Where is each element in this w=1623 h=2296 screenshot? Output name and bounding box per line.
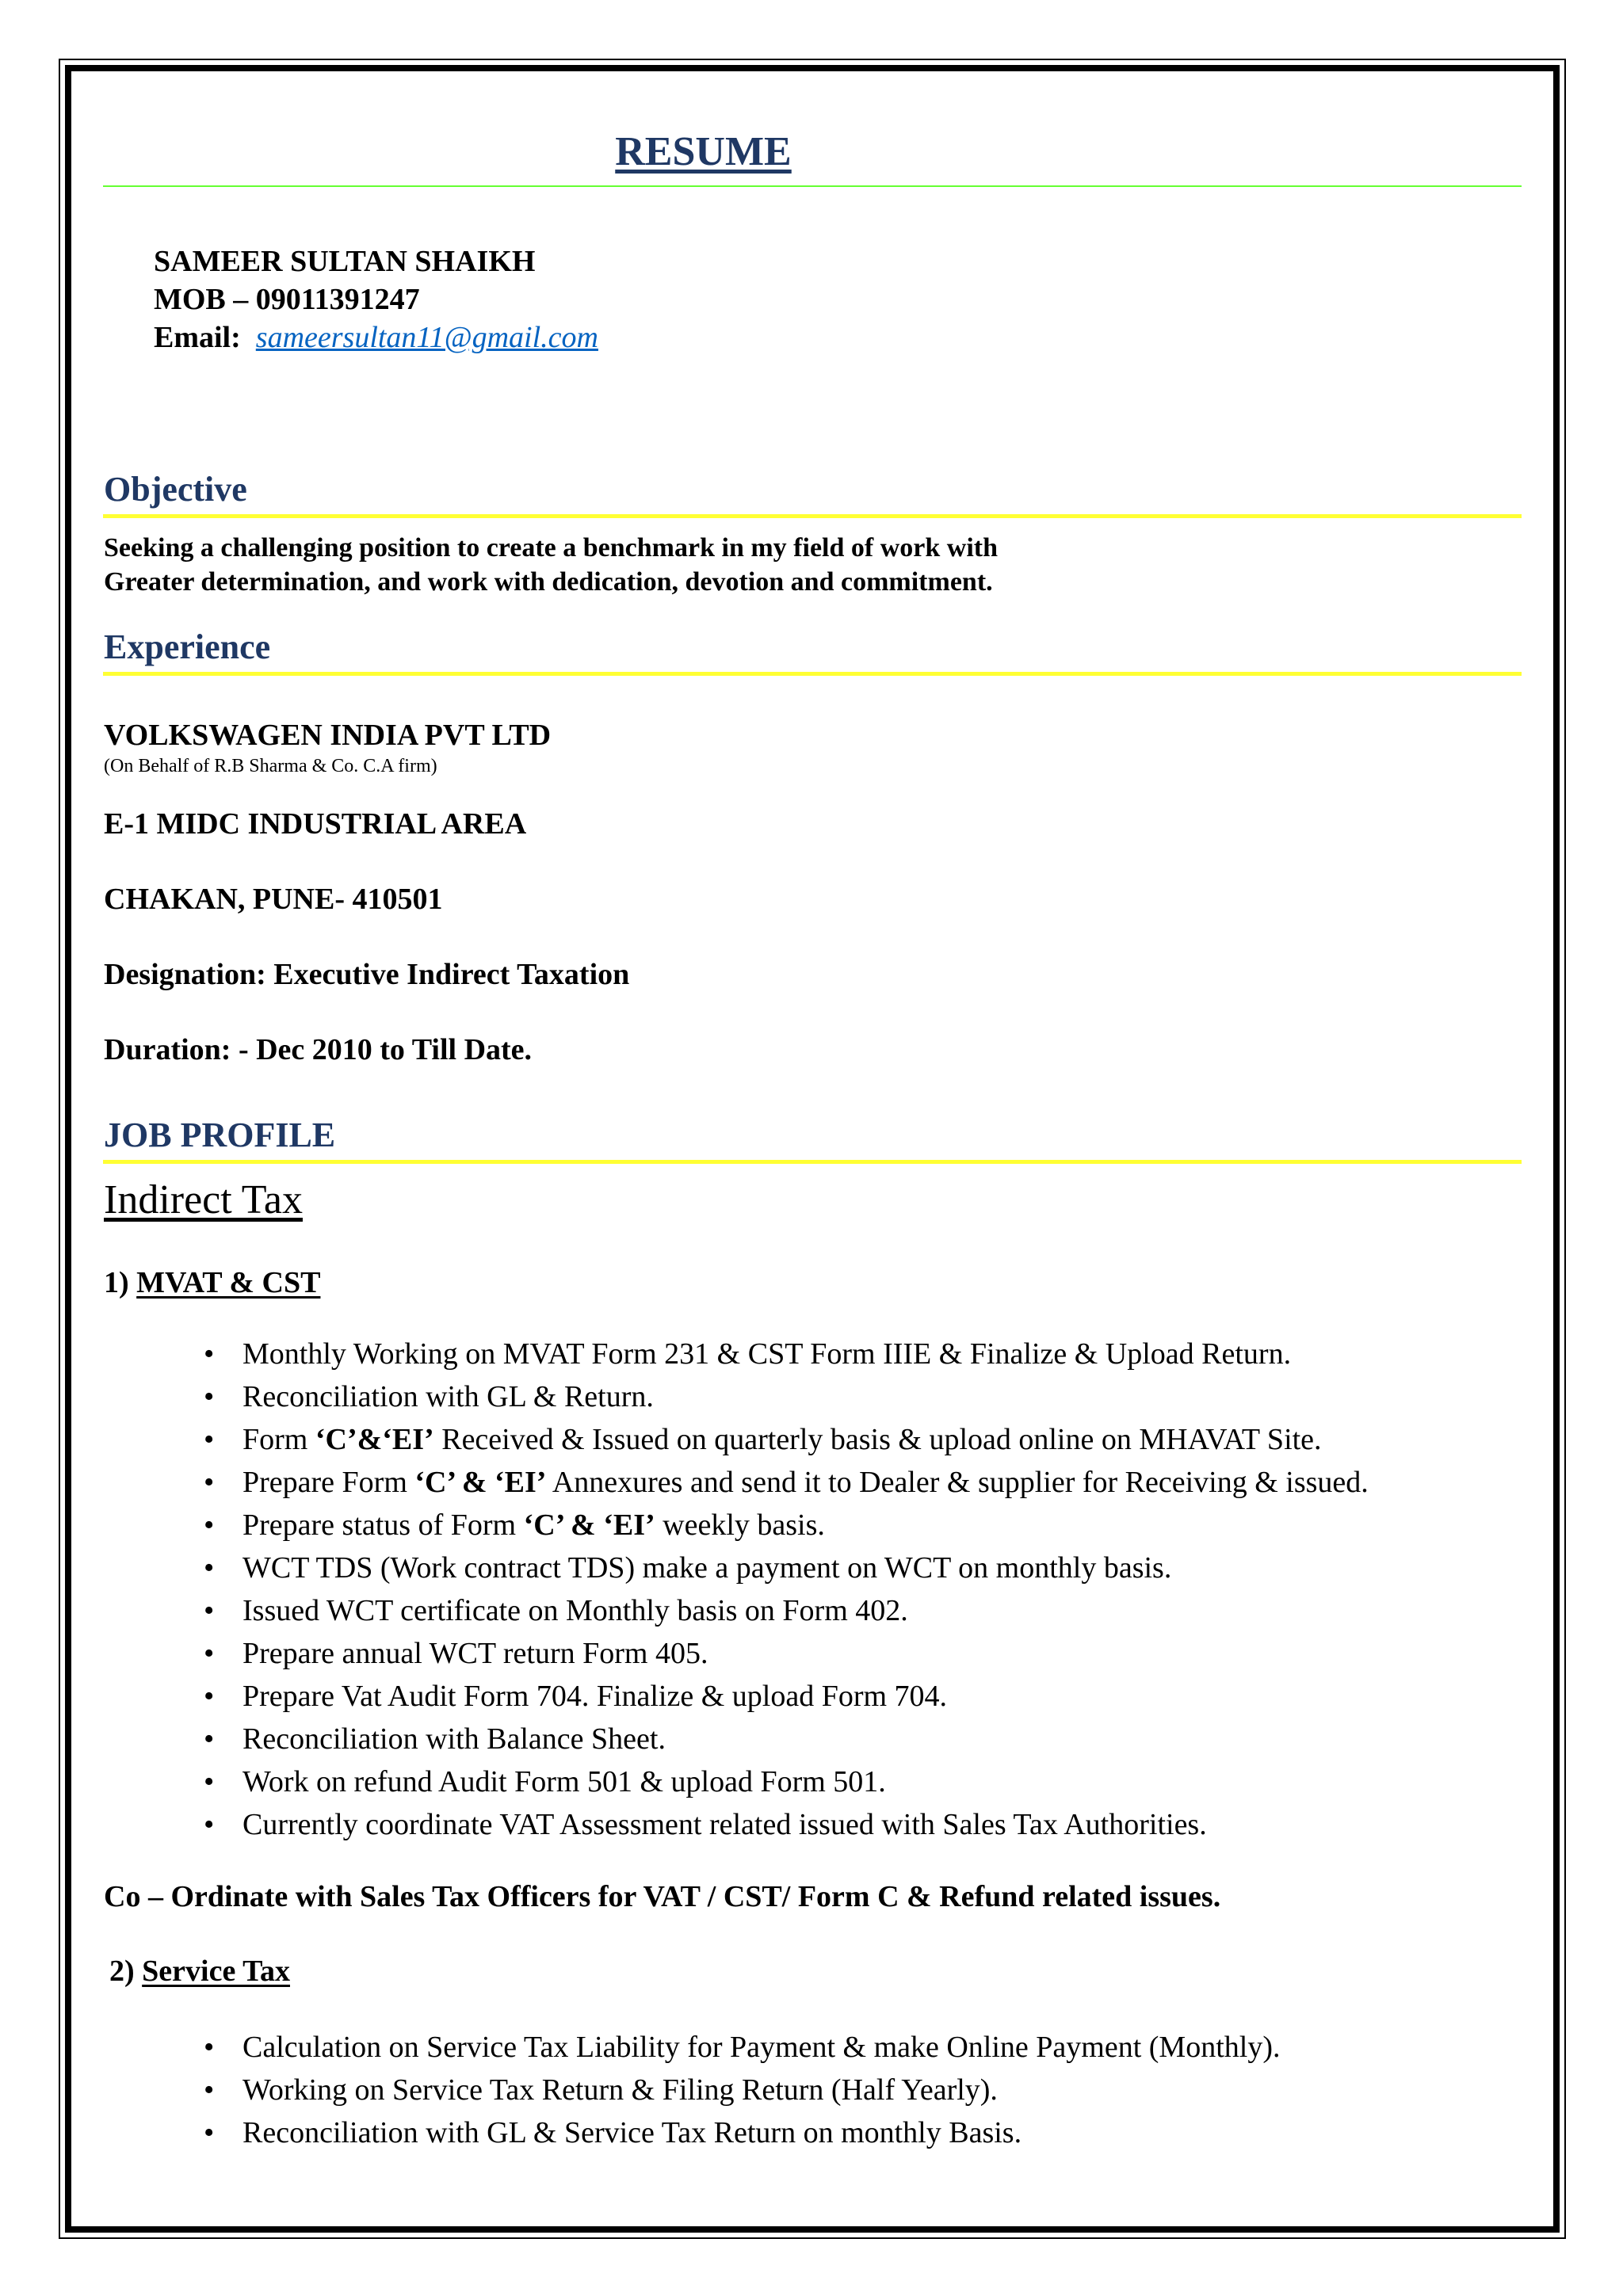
duration: Duration: - Dec 2010 to Till Date. (104, 1033, 533, 1066)
contact-block (154, 242, 598, 357)
section-mvat-heading (104, 1265, 320, 1300)
objective-line: Seeking a challenging position to create a benchmark in my field of work with (104, 533, 998, 563)
objective-line: Greater determination, and work with dedication, devotion and commitment. (104, 567, 993, 597)
email-link[interactable]: sameersultan11@gmail.com (255, 321, 598, 354)
section-number: 1) (104, 1266, 129, 1299)
list-item: • Working on Service Tax Return & Filing Return (Half Yearly). (0, 2069, 1280, 2111)
service-tax-bullet-list (0, 2026, 1280, 2154)
candidate-name: SAMEER SULTAN SHAIKH (154, 245, 536, 278)
list-item: • Prepare Vat Audit Form 704. Finalize & upload Form 704. (0, 1675, 1369, 1718)
email-label: Email: (154, 321, 241, 354)
resume-title: RESUME (615, 129, 792, 174)
section-service-tax-heading (109, 1954, 290, 1989)
list-item: • WCT TDS (Work contract TDS) make a payment on WCT on monthly basis. (0, 1547, 1369, 1589)
list-item: • Calculation on Service Tax Liability for Payment & make Online Payment (Monthly). (0, 2026, 1280, 2069)
list-item: • Reconciliation with Balance Sheet. (0, 1718, 1369, 1760)
list-item: • Reconciliation with GL & Return. (0, 1375, 1369, 1418)
list-item: • Currently coordinate VAT Assessment related issued with Sales Tax Authorities. (0, 1803, 1369, 1846)
address-line-1: E-1 MIDC INDUSTRIAL AREA (104, 807, 527, 841)
indirect-tax-heading: Indirect Tax (104, 1177, 303, 1222)
list-item: • Reconciliation with GL & Service Tax Return on monthly Basis. (0, 2111, 1280, 2154)
experience-divider (103, 672, 1522, 676)
list-item: • Form ‘C’&‘EI’ Received & Issued on quarterly basis & upload online on MHAVAT Site. (0, 1418, 1369, 1461)
mvat-bullet-list (0, 1333, 1369, 1846)
objective-text (104, 531, 998, 599)
designation: Designation: Executive Indirect Taxation (104, 958, 630, 991)
list-item: • Prepare Form ‘C’ & ‘EI’ Annexures and send it to Dealer & supplier for Receiving & issued. (0, 1461, 1369, 1504)
section-number: 2) (109, 1955, 135, 1988)
objective-heading: Objective (104, 470, 247, 509)
list-item: • Monthly Working on MVAT Form 231 & CST Form IIIE & Finalize & Upload Return. (0, 1333, 1369, 1375)
experience-heading: Experience (104, 627, 271, 666)
list-item: • Work on refund Audit Form 501 & upload Form 501. (0, 1760, 1369, 1803)
objective-divider (103, 514, 1522, 518)
section-title: Service Tax (142, 1955, 290, 1988)
job-profile-divider (103, 1160, 1522, 1164)
list-item: • Issued WCT certificate on Monthly basis on Form 402. (0, 1589, 1369, 1632)
address-line-2: CHAKAN, PUNE- 410501 (104, 883, 443, 916)
coordination-summary: Co – Ordinate with Sales Tax Officers for VAT / CST/ Form C & Refund related issues. (104, 1880, 1221, 1913)
email-row (154, 318, 598, 357)
company-name: VOLKSWAGEN INDIA PVT LTD (104, 719, 552, 752)
list-item: • Prepare status of Form ‘C’ & ‘EI’ weekly basis. (0, 1504, 1369, 1547)
section-title: MVAT & CST (136, 1266, 321, 1299)
company-note: (On Behalf of R.B Sharma & Co. C.A firm) (104, 756, 437, 776)
mobile-number: MOB – 09011391247 (154, 283, 420, 316)
title-divider (103, 185, 1522, 187)
list-item: • Prepare annual WCT return Form 405. (0, 1632, 1369, 1675)
job-profile-heading: JOB PROFILE (104, 1116, 336, 1154)
